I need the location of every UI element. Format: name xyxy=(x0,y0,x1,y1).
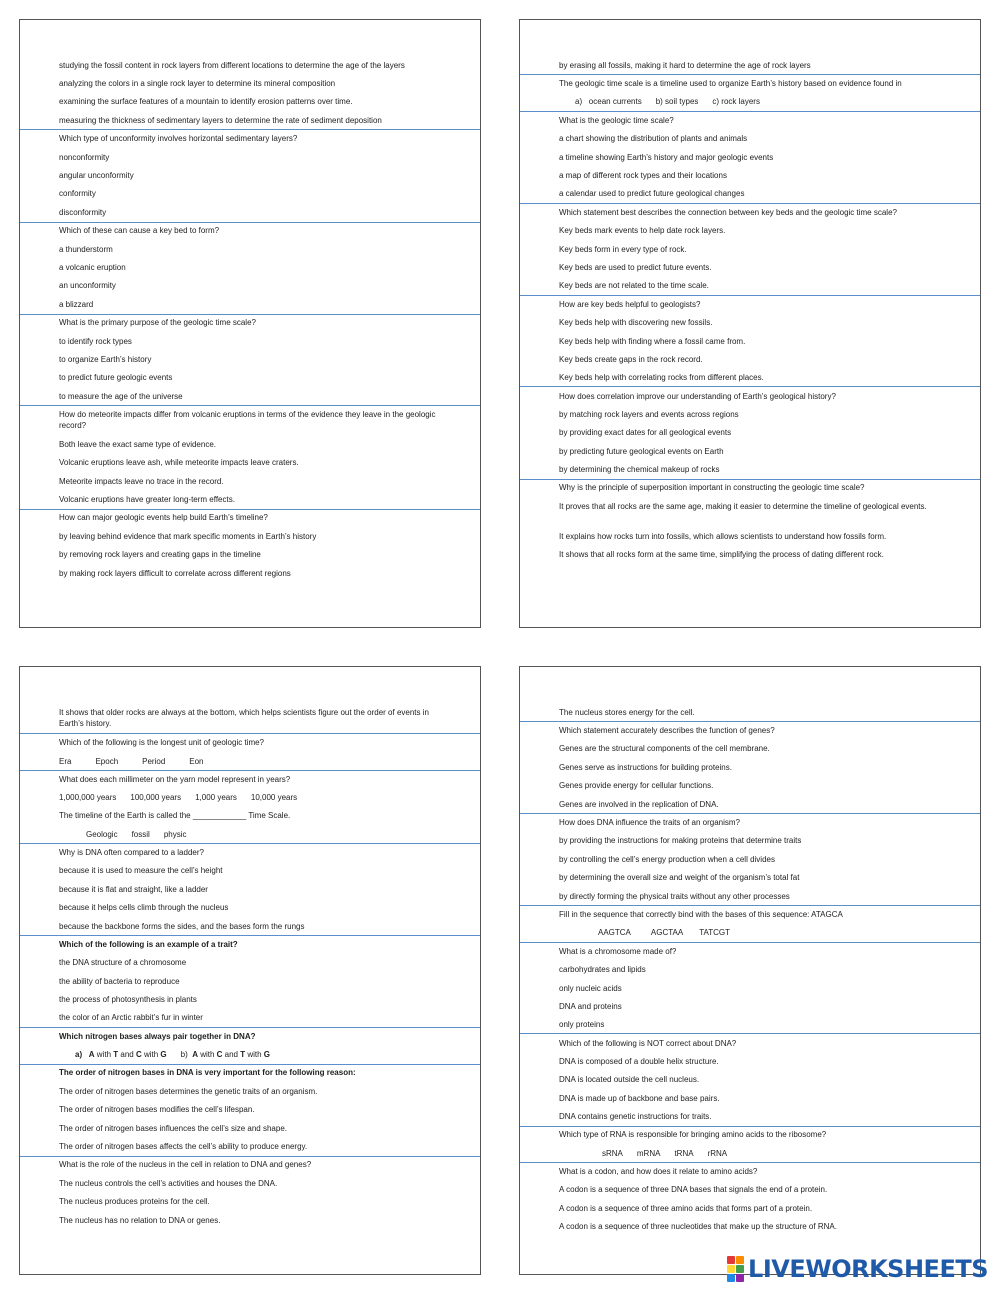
choice-b[interactable]: b) soil types xyxy=(655,97,699,106)
answer-option[interactable]: analyzing the colors in a single rock layer to determine its mineral composition xyxy=(59,79,336,88)
question-text: Which of the following is NOT correct about DNA? xyxy=(559,1039,737,1048)
question-text: Which statement accurately describes the function of genes? xyxy=(559,726,775,735)
answer-option[interactable]: to identify rock types xyxy=(59,337,132,346)
question-text: How does DNA influence the traits of an organism? xyxy=(559,818,740,827)
answer-option[interactable]: Genes are involved in the replication of DNA. xyxy=(559,800,719,809)
worksheet-page-2 xyxy=(519,19,981,628)
question-divider xyxy=(520,1126,980,1127)
question-text: Which type of RNA is responsible for bringing amino acids to the ribosome? xyxy=(559,1130,827,1139)
question-divider xyxy=(520,1162,980,1163)
answer-option[interactable]: because it is flat and straight, like a ladder xyxy=(59,885,208,894)
answer-option[interactable]: by leaving behind evidence that mark specific moments in Earth’s history xyxy=(59,532,317,541)
choice-a[interactable]: a) A with T and C with G xyxy=(75,1050,167,1059)
choice-era[interactable]: Era xyxy=(59,757,72,766)
answer-option[interactable]: by controlling the cell’s energy production when a cell divides xyxy=(559,855,775,864)
question-divider xyxy=(520,479,980,480)
choice-years-1[interactable]: 1,000,000 years xyxy=(59,793,117,802)
question-text: What is the primary purpose of the geologic time scale? xyxy=(59,318,256,327)
choice-fossil[interactable]: fossil xyxy=(131,830,150,839)
answer-choices xyxy=(598,927,948,938)
answer-option[interactable]: by providing the instructions for making proteins that determine traits xyxy=(559,836,802,845)
answer-option[interactable]: an unconformity xyxy=(59,281,116,290)
answer-option[interactable]: DNA is made up of backbone and base pairs. xyxy=(559,1094,720,1103)
choice-years-4[interactable]: 10,000 years xyxy=(250,793,298,802)
answer-option[interactable]: to organize Earth’s history xyxy=(59,355,152,364)
answer-option[interactable]: because it is used to measure the cell’s height xyxy=(59,866,223,875)
worksheet-page-3 xyxy=(19,666,481,1275)
question-divider xyxy=(520,721,980,722)
answer-option[interactable]: the ability of bacteria to reproduce xyxy=(59,977,180,986)
question-divider xyxy=(20,733,480,734)
answer-option[interactable]: The nucleus has no relation to DNA or genes. xyxy=(59,1216,221,1225)
answer-option[interactable]: a timeline showing Earth’s history and major geologic events xyxy=(559,153,774,162)
answer-option[interactable]: studying the fossil content in rock layers from different locations to determine the age of the layers xyxy=(59,61,405,70)
question-divider xyxy=(520,203,980,204)
choice-b[interactable]: b) A with C and T with G xyxy=(180,1050,271,1059)
worksheet-page-1 xyxy=(19,19,481,628)
question-text: Which of the following is the longest unit of geologic time? xyxy=(59,738,265,747)
answer-option[interactable]: a calendar used to predict future geological changes xyxy=(559,189,745,198)
question-divider xyxy=(520,386,980,387)
answer-option[interactable]: by predicting future geological events on Earth xyxy=(559,447,724,456)
choice-eon[interactable]: Eon xyxy=(189,757,204,766)
answer-option[interactable]: It shows that all rocks form at the same time, simplifying the process of dating different rock. xyxy=(559,550,884,559)
answer-option[interactable]: disconformity xyxy=(59,208,107,217)
answer-option[interactable]: nonconformity xyxy=(59,153,110,162)
question-text: Fill in the sequence that correctly bind with the bases of this sequence: ATAGCA xyxy=(559,910,843,919)
answer-option[interactable]: by matching rock layers and events across regions xyxy=(559,410,739,419)
answer-option[interactable]: Key beds mark events to help date rock layers. xyxy=(559,226,726,235)
question-text: Why is the principle of superposition important in constructing the geologic time scale? xyxy=(559,483,865,492)
question-text: Which type of unconformity involves horizontal sedimentary layers? xyxy=(59,134,298,143)
choice-sequence-2[interactable]: AGCTAA xyxy=(650,928,684,937)
answer-option[interactable]: the DNA structure of a chromosome xyxy=(59,958,187,967)
choice-rrna[interactable]: rRNA xyxy=(707,1149,728,1158)
answer-option[interactable]: a map of different rock types and their locations xyxy=(559,171,727,180)
question-divider xyxy=(20,405,480,406)
answer-option[interactable]: by making rock layers difficult to correlate across different regions xyxy=(59,569,291,578)
question-text: The geologic time scale is a timeline used to organize Earth’s history based on evidence found in xyxy=(559,79,902,88)
question-divider xyxy=(520,905,980,906)
answer-option[interactable]: Volcanic eruptions leave ash, while meteorite impacts leave craters. xyxy=(59,458,299,467)
question-divider xyxy=(20,129,480,130)
answer-option[interactable]: Genes are the structural components of the cell membrane. xyxy=(559,744,770,753)
question-text: How are key beds helpful to geologists? xyxy=(559,300,701,309)
choice-srna[interactable]: sRNA xyxy=(602,1149,623,1158)
answer-option[interactable]: the color of an Arctic rabbit’s fur in winter xyxy=(59,1013,203,1022)
answer-option[interactable]: a volcanic eruption xyxy=(59,263,126,272)
answer-option[interactable]: a chart showing the distribution of plants and animals xyxy=(559,134,748,143)
answer-option[interactable]: only nucleic acids xyxy=(559,984,622,993)
answer-choices xyxy=(59,792,448,803)
answer-option[interactable]: Key beds form in every type of rock. xyxy=(559,245,687,254)
logo-blocks-icon xyxy=(727,1256,744,1282)
question-text: What is the role of the nucleus in the cell in relation to DNA and genes? xyxy=(59,1160,312,1169)
answer-option[interactable]: to predict future geologic events xyxy=(59,373,173,382)
answer-option[interactable]: by erasing all fossils, making it hard to determine the age of rock layers xyxy=(559,61,811,70)
answer-option[interactable]: The order of nitrogen bases affects the cell’s ability to produce energy. xyxy=(59,1142,308,1151)
choice-sequence-1[interactable]: AAGTCA xyxy=(598,928,631,937)
answer-option[interactable]: Key beds are not related to the time scale. xyxy=(559,281,709,290)
answer-option[interactable]: to measure the age of the universe xyxy=(59,392,183,401)
question-divider xyxy=(520,942,980,943)
liveworksheets-logo xyxy=(727,1256,988,1282)
choice-physic[interactable]: physic xyxy=(163,830,187,839)
answer-option[interactable]: because the backbone forms the sides, and the bases form the rungs xyxy=(59,922,305,931)
question-divider xyxy=(20,1156,480,1157)
answer-option[interactable]: a blizzard xyxy=(59,300,94,309)
answer-option[interactable]: the process of photosynthesis in plants xyxy=(59,995,197,1004)
answer-choices xyxy=(59,756,448,767)
answer-option[interactable]: DNA is composed of a double helix structure. xyxy=(559,1057,719,1066)
question-text: Why is DNA often compared to a ladder? xyxy=(59,848,204,857)
question-text: Which nitrogen bases always pair together in DNA? xyxy=(59,1032,256,1041)
question-divider xyxy=(20,1064,480,1065)
choice-a[interactable]: a) ocean currents xyxy=(575,97,642,106)
choice-mrna[interactable]: mRNA xyxy=(636,1149,661,1158)
answer-option[interactable]: The nucleus controls the cell’s activities and houses the DNA. xyxy=(59,1179,278,1188)
question-divider xyxy=(20,222,480,223)
answer-choices xyxy=(602,1148,948,1159)
choice-years-2[interactable]: 100,000 years xyxy=(130,793,182,802)
answer-option[interactable]: Both leave the exact same type of evidence. xyxy=(59,440,216,449)
question-text: How do meteorite impacts differ from volcanic eruptions in terms of the evidence they leave in the geologic record? xyxy=(59,410,436,430)
answer-option[interactable]: a thunderstorm xyxy=(59,245,113,254)
choice-years-3[interactable]: 1,000 years xyxy=(195,793,237,802)
answer-option[interactable]: It proves that all rocks are the same age, making it easier to determine the timeline of geological events. xyxy=(559,502,927,511)
answer-option[interactable]: The order of nitrogen bases influences the cell’s size and shape. xyxy=(59,1124,287,1133)
question-divider xyxy=(520,813,980,814)
answer-option[interactable]: Meteorite impacts leave no trace in the record. xyxy=(59,477,224,486)
answer-option[interactable]: Genes provide energy for cellular functions. xyxy=(559,781,714,790)
answer-option[interactable]: A codon is a sequence of three amino acids that forms part of a protein. xyxy=(559,1204,813,1213)
answer-option[interactable]: The nucleus produces proteins for the cell. xyxy=(59,1197,210,1206)
answer-option[interactable]: Key beds are used to predict future events. xyxy=(559,263,712,272)
question-text: The order of nitrogen bases in DNA is very important for the following reason: xyxy=(59,1068,356,1077)
answer-option[interactable]: A codon is a sequence of three nucleotides that make up the structure of RNA. xyxy=(559,1222,837,1231)
question-divider xyxy=(520,111,980,112)
answer-option[interactable]: conformity xyxy=(59,189,96,198)
question-text: How does correlation improve our understanding of Earth’s geological history? xyxy=(559,392,836,401)
answer-option[interactable]: examining the surface features of a mountain to identify erosion patterns over time. xyxy=(59,97,353,106)
answer-option[interactable]: by determining the overall size and weight of the organism’s total fat xyxy=(559,873,800,882)
question-text: Which of these can cause a key bed to form? xyxy=(59,226,220,235)
question-text: Which statement best describes the connection between key beds and the geologic time scale? xyxy=(559,208,897,217)
answer-choices xyxy=(75,1049,448,1060)
answer-option[interactable]: DNA and proteins xyxy=(559,1002,622,1011)
question-divider xyxy=(20,314,480,315)
question-divider xyxy=(20,1027,480,1028)
choice-period[interactable]: Period xyxy=(142,757,166,766)
answer-option[interactable]: by determining the chemical makeup of rocks xyxy=(559,465,720,474)
answer-option[interactable]: DNA contains genetic instructions for traits. xyxy=(559,1112,712,1121)
question-text: What is the geologic time scale? xyxy=(559,116,674,125)
answer-option[interactable]: A codon is a sequence of three DNA bases that signals the end of a protein. xyxy=(559,1185,828,1194)
question-text: Which of the following is an example of a trait? xyxy=(59,940,238,949)
answer-choices xyxy=(86,829,448,840)
answer-option[interactable]: DNA is located outside the cell nucleus. xyxy=(559,1075,700,1084)
choice-sequence-3[interactable]: TATCGT xyxy=(699,928,731,937)
question-divider xyxy=(520,295,980,296)
question-divider xyxy=(20,935,480,936)
question-divider xyxy=(520,74,980,75)
logo-text: LIVEWORKSHEETS xyxy=(748,1255,988,1283)
answer-option[interactable]: by removing rock layers and creating gaps in the timeline xyxy=(59,550,261,559)
choice-geologic[interactable]: Geologic xyxy=(86,830,118,839)
answer-option[interactable]: It explains how rocks turn into fossils, which allows scientists to understand how fossils form. xyxy=(559,532,887,541)
answer-choices xyxy=(575,96,948,107)
question-text: What is a chromosome made of? xyxy=(559,947,677,956)
question-divider xyxy=(20,509,480,510)
question-text: What does each millimeter on the yarn model represent in years? xyxy=(59,775,291,784)
answer-option[interactable]: Volcanic eruptions have greater long-term effects. xyxy=(59,495,235,504)
question-text: How can major geologic events help build Earth’s timeline? xyxy=(59,513,268,522)
answer-option[interactable]: It shows that older rocks are always at the bottom, which helps scientists figure out the order of events in Earth’s history. xyxy=(59,708,429,728)
question-text: The timeline of the Earth is called the ____________ Time Scale. xyxy=(59,811,291,820)
question-divider xyxy=(20,843,480,844)
answer-option[interactable]: by providing exact dates for all geological events xyxy=(559,428,732,437)
answer-option[interactable]: Genes serve as instructions for building proteins. xyxy=(559,763,732,772)
answer-option[interactable]: angular unconformity xyxy=(59,171,134,180)
question-divider xyxy=(20,770,480,771)
choice-trna[interactable]: tRNA xyxy=(674,1149,694,1158)
answer-option[interactable]: measuring the thickness of sedimentary layers to determine the rate of sediment deposition xyxy=(59,116,382,125)
question-text: What is a codon, and how does it relate to amino acids? xyxy=(559,1167,758,1176)
choice-c[interactable]: c) rock layers xyxy=(712,97,760,106)
answer-option[interactable]: carbohydrates and lipids xyxy=(559,965,646,974)
choice-epoch[interactable]: Epoch xyxy=(95,757,119,766)
answer-option[interactable]: Key beds help with finding where a fossil came from. xyxy=(559,337,746,346)
worksheet-page-4 xyxy=(519,666,981,1275)
answer-option[interactable]: only proteins xyxy=(559,1020,605,1029)
answer-option[interactable]: Key beds help with correlating rocks from different places. xyxy=(559,373,764,382)
answer-option[interactable]: by directly forming the physical traits without any other processes xyxy=(559,892,790,901)
answer-option[interactable]: Key beds create gaps in the rock record. xyxy=(559,355,703,364)
answer-option[interactable]: Key beds help with discovering new fossils. xyxy=(559,318,713,327)
question-divider xyxy=(520,1033,980,1034)
answer-option[interactable]: The nucleus stores energy for the cell. xyxy=(559,708,695,717)
answer-option[interactable]: because it helps cells climb through the nucleus xyxy=(59,903,229,912)
answer-option[interactable]: The order of nitrogen bases determines the genetic traits of an organism. xyxy=(59,1087,318,1096)
answer-option[interactable]: The order of nitrogen bases modifies the cell’s lifespan. xyxy=(59,1105,255,1114)
